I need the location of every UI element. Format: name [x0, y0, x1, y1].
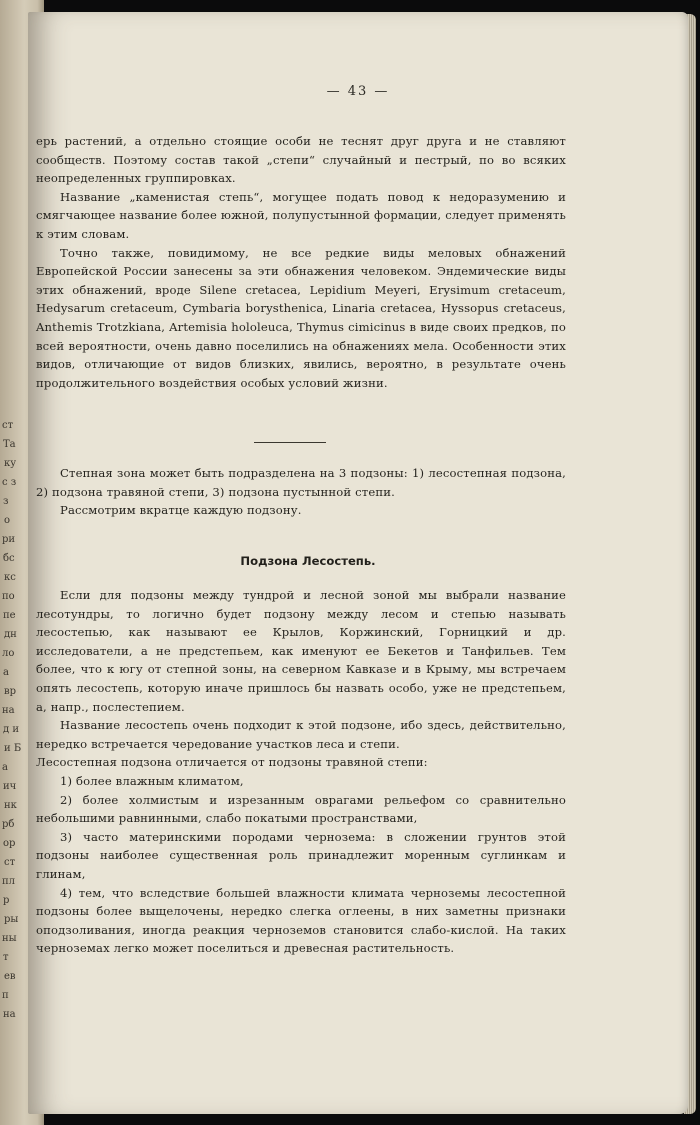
left-page-fragment: пл [2, 876, 16, 887]
left-page-fragment: ны [2, 933, 17, 944]
section-heading: Подзона Лесостепь. [240, 554, 376, 568]
left-page-fragment: о [4, 515, 11, 526]
text-block-1 [36, 132, 566, 392]
paragraph: ерь растений, а отдельно стоящие особи не теснят друг друга и не ставляют сообществ. Поэтому состав такой „степи“ случайный и пестрый, по во всяких неопределенных группировках. [36, 134, 566, 186]
paragraph: Рассмотрим вкратце каждую подзону. [60, 503, 302, 518]
page-number: — 43 — [326, 84, 390, 99]
left-page-fragment: на [2, 705, 15, 716]
left-page-fragment: вр [4, 686, 17, 697]
left-page-fragment: с з [2, 477, 17, 488]
left-page-fragment: бс [3, 553, 15, 564]
paragraph: Лесостепная подзона отличается от подзоны травяной степи: [36, 755, 428, 770]
left-page-fragment: нк [4, 800, 17, 811]
list-item: 3) часто материнскими породами чернозема: в сложении грунтов этой подзоны наиболее существенная роль принадлежит моренным суглинкам и глинам, [36, 829, 566, 881]
left-page-fragment: ло [2, 648, 15, 659]
left-page-fragment: и Б [4, 743, 22, 754]
paragraph: Название „каменистая степь“, могущее подать повод к недоразумению и смягчающее название более южной, полупустынной формации, следует применять к этим словам. [36, 189, 566, 241]
left-page-fragment: ев [4, 971, 16, 982]
left-page-fragment: а [3, 667, 9, 678]
paragraph: Если для подзоны между тундрой и лесной зоной мы выбрали название лесотундры, то логично будет подзону между лесом и степью называть лесостепью, как называют ее Крылов, Коржинский, Горницкий и др. исследователи, а не предстепьем, как именуют ее Бекетов и Танфильев. Тем более, что к югу от степной зоны, на северном Кавказе и в Крыму, мы встречаем опять лесостепь, которую иначе пришлось бы назвать особо, уже не предстепьем, а, напр., послестепием. [36, 588, 566, 714]
list-item: 1) более влажным климатом, [60, 773, 244, 788]
left-page-fragment: кс [4, 572, 16, 583]
text-block-3 [36, 586, 566, 958]
list-item: 2) более холмистым и изрезанным оврагами рельефом со сравнительно небольшими равнинными, слабо покатыми пространствами, [36, 792, 566, 826]
list-item: 4) тем, что вследствие большей влажности климата черноземы лесостепной подзоны более выщелочены, нередко слегка оглеены, в них заметны признаки оподзоливания, иногда реакция черноземов становится слабо-кислой. На таких черноземах легко может поселиться и древесная растительность. [36, 885, 566, 956]
left-page-fragment: д и [3, 724, 20, 735]
left-page-fragment: ри [2, 534, 16, 545]
text-block-2 [36, 464, 566, 520]
left-page-fragment: ку [4, 458, 17, 469]
left-page-fragment: з [3, 496, 9, 507]
left-page-fragment: Та [3, 439, 16, 450]
left-page-fragment: по [2, 591, 15, 602]
paragraph: Название лесостепь очень подходит к этой подзоне, ибо здесь, действительно, нередко встречается чередование участков леса и степи. [36, 718, 566, 751]
left-page-fragment: а [2, 762, 8, 773]
left-page-fragment: ры [4, 914, 19, 925]
paragraph: Степная зона может быть подразделена на 3 подзоны: 1) лесостепная подзона, 2) подзона травяной степи, 3) подзона пустынной степи. [36, 466, 566, 499]
paragraph: Точно также, повидимому, не все редкие виды меловых обнажений Европейской России занесены за эти обнажения человеком. Эндемические виды этих обнажений, вроде Silene cretacea, Lepidium Meyeri, Erysimum cretaceum, Hedysarum cretaceum, Cymbaria borysthenica, Linaria cretacea, Hyssopus cretaceus, Anthemis Trotzkiana, Artemisia hololeuca, Thymus cimicinus в виде своих предков, по всей вероятности, очень давно поселились на обнажениях мела. Особенности этих видов, отличающие от видов близких, явились, вероятно, в результате очень продолжительного воздействия особых условий жизни. [36, 245, 566, 390]
left-page-fragment: рб [2, 819, 15, 830]
left-page-fragment: ор [3, 838, 16, 849]
left-page-fragment: ст [2, 420, 14, 431]
left-page-fragment: ич [3, 781, 17, 792]
left-page-fragment: ст [4, 857, 16, 868]
left-page-fragment: дн [4, 629, 17, 640]
left-page-fragment: п [2, 990, 9, 1001]
left-page-fragment: пе [3, 610, 16, 621]
section-divider [254, 442, 326, 443]
left-page-fragment: р [3, 895, 10, 906]
left-page-fragment: на [3, 1009, 16, 1020]
left-page-fragment: т [3, 952, 9, 963]
right-page [28, 12, 688, 1114]
